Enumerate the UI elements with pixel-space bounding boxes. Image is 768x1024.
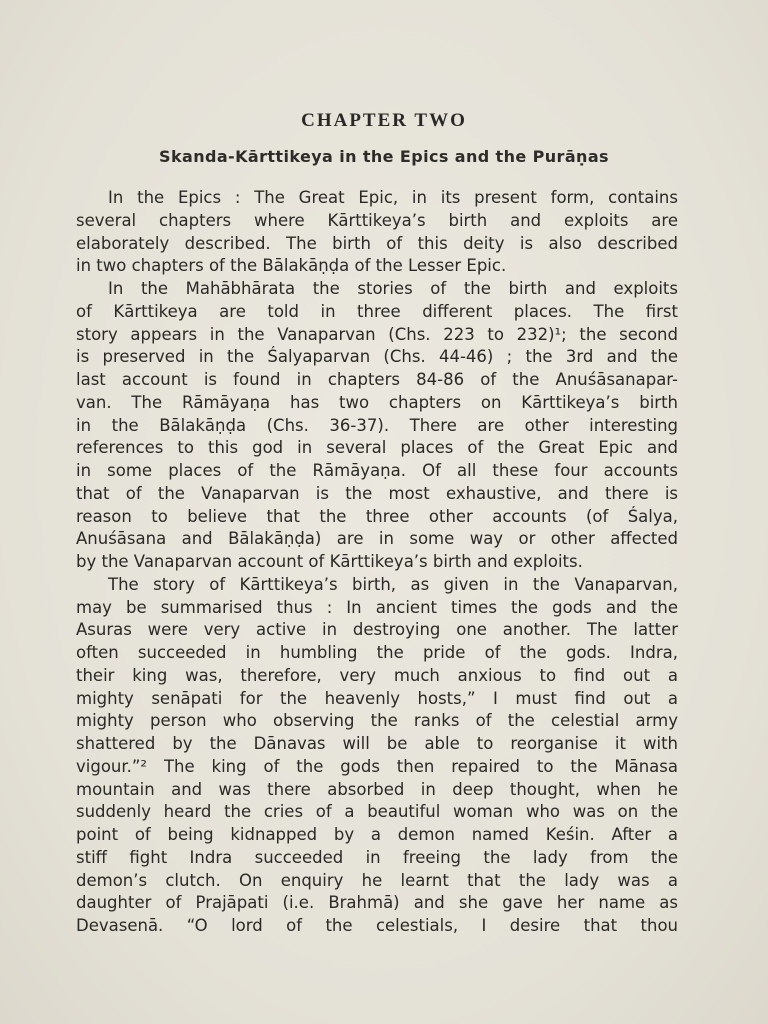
text-line: Devasenā. “O lord of the celestials, I desire that thou (76, 916, 678, 935)
text-line: in some places of the Rāmāyaṇa. Of all these four accounts (76, 461, 678, 480)
text-line: Asuras were very active in destroying one another. The latter (76, 620, 678, 640)
text-line: stiff fight Indra succeeded in freeing the lady from the (76, 847, 678, 867)
text-line: mighty senāpati for the heavenly hosts,” I must find out a (76, 688, 678, 708)
text-line: point of being kidnapped by a demon named Keśin. After a (76, 825, 678, 844)
chapter-title: CHAPTER TWO (301, 110, 467, 131)
text-line: often succeeded in humbling the pride of the gods. Indra, (76, 643, 678, 662)
text-line: elaborately described. The birth of this deity is also described (76, 233, 678, 253)
body-text (76, 187, 678, 938)
text-line: by the Vanaparvan account of Kārttikeya’s birth and exploits. (76, 552, 583, 571)
text-line: that of the Vanaparvan is the most exhaustive, and there is (76, 483, 678, 503)
text-line: several chapters where Kārttikeya’s birth and exploits are (76, 210, 678, 230)
text-line: story appears in the Vanaparvan (Chs. 223 to 232)¹; the second (76, 324, 678, 344)
text-line: Anuśāsana and Bālakāṇḍa) are in some way or other affected (76, 529, 678, 549)
text-line: mountain and was there absorbed in deep thought, when he (76, 779, 678, 799)
text-line: suddenly heard the cries of a beautiful woman who was on the (76, 802, 678, 822)
text-line: reason to believe that the three other accounts (of Śalya, (76, 506, 678, 526)
text-line: In the Epics : The Great Epic, in its present form, contains (108, 188, 678, 207)
text-line: in two chapters of the Bālakāṇḍa of the Lesser Epic. (76, 256, 507, 276)
text-line: The story of Kārttikeya’s birth, as given in the Vanaparvan, (108, 574, 678, 594)
text-line: mighty person who observing the ranks of the celestial army (76, 711, 678, 731)
text-line: in the Bālakāṇḍa (Chs. 36-37). There are other interesting (76, 415, 678, 435)
text-line: their king was, therefore, very much anxious to find out a (76, 665, 678, 685)
text-line: last account is found in chapters 84-86 of the Anuśāsanapar- (76, 370, 678, 389)
text-line: daughter of Prajāpati (i.e. Brahmā) and she gave her name as (76, 893, 678, 913)
text-line: is preserved in the Śalyaparvan (Chs. 44-46) ; the 3rd and the (76, 347, 678, 367)
text-line: In the Mahābhārata the stories of the birth and exploits (108, 279, 678, 298)
text-line: of Kārttikeya are told in three different places. The first (76, 301, 678, 321)
text-line: vigour.”² The king of the gods then repaired to the Mānasa (76, 756, 678, 776)
text-line: van. The Rāmāyaṇa has two chapters on Kārttikeya’s birth (76, 392, 678, 412)
chapter-subtitle: Skanda-Kārttikeya in the Epics and the Purāṇas (159, 147, 609, 166)
text-line: demon’s clutch. On enquiry he learnt that the lady was a (76, 870, 678, 890)
text-line: references to this god in several places of the Great Epic and (76, 438, 678, 458)
text-line: may be summarised thus : In ancient times the gods and the (76, 597, 678, 617)
text-line: shattered by the Dānavas will be able to reorganise it with (76, 734, 678, 753)
